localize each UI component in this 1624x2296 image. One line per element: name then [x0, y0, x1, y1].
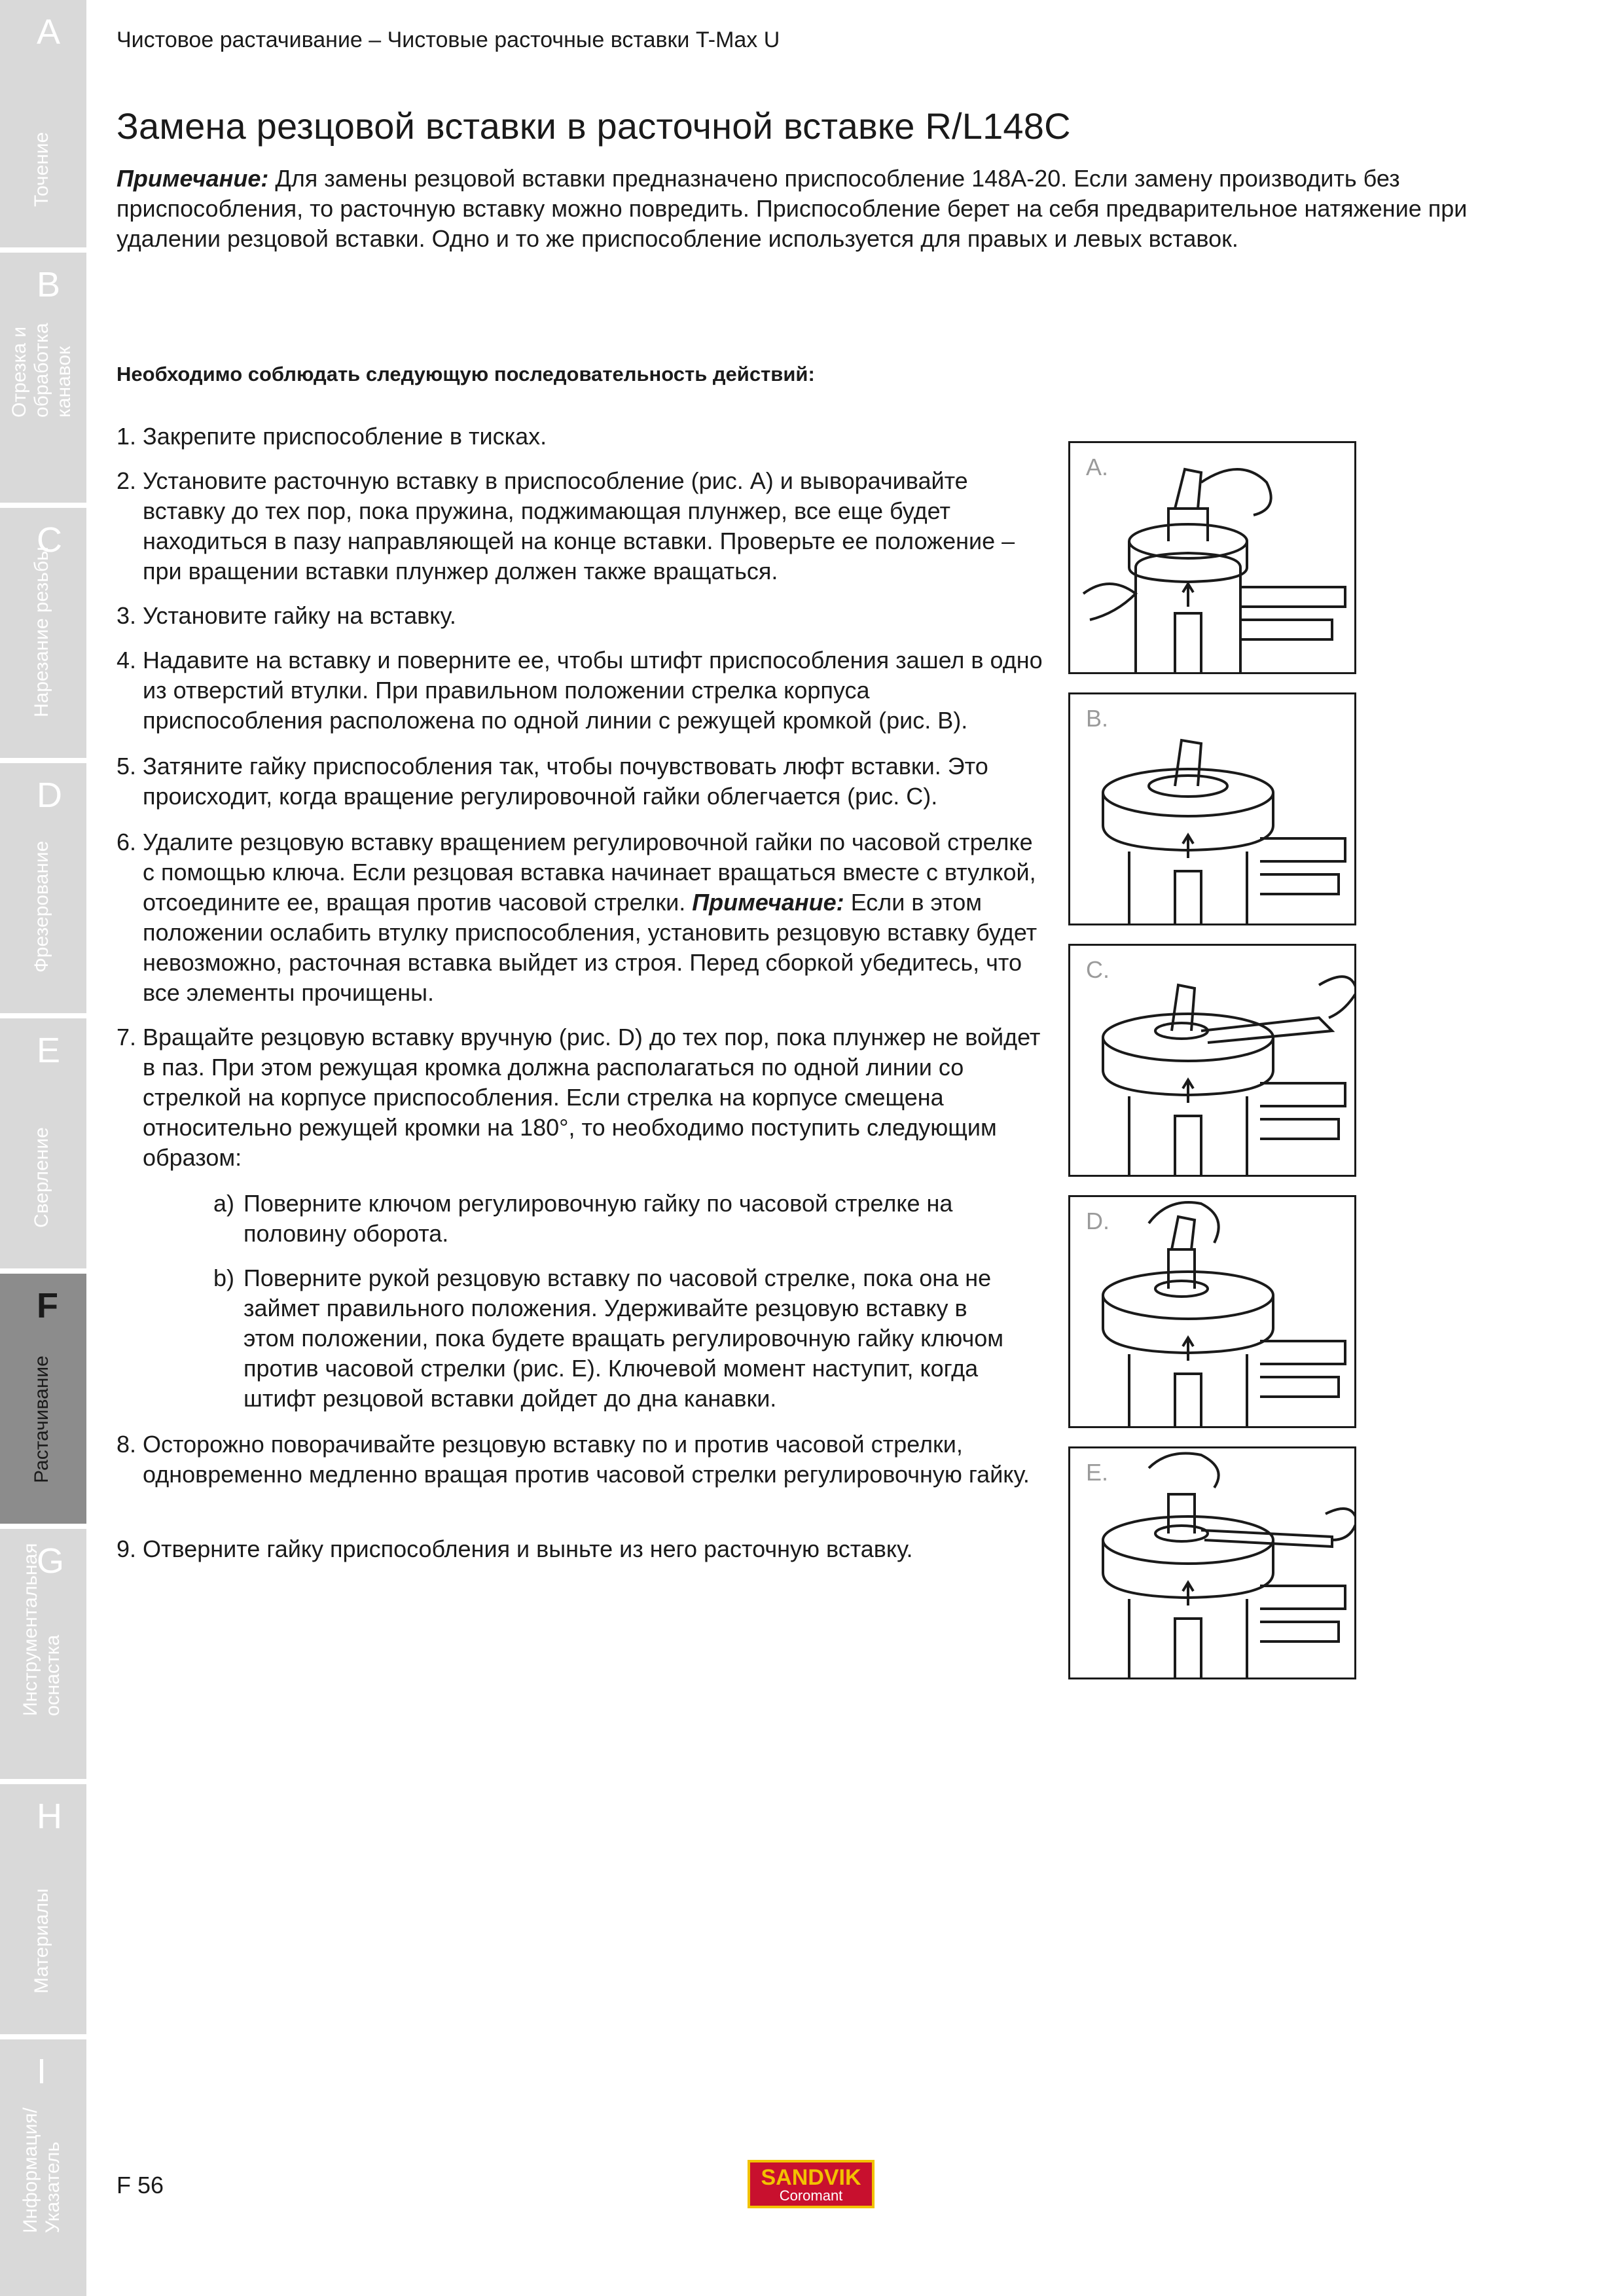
- sequence-heading: Необходимо соблюдать следующую последовательность действий:: [117, 363, 815, 386]
- sidebar-tab-i[interactable]: [0, 2039, 86, 2296]
- list-item: [117, 645, 1046, 736]
- logo-sub-brand: Coromant: [779, 2187, 843, 2204]
- substep-text: Поверните рукой резцовую вставку по часовой стрелке, пока она не займет правильного положения. Удерживайте резцовую вставку в этом положении, пока будете вращать регулировочную гайку ключом против часовой стрелки (рис. E). Ключевой момент наступит, когда штифт резцовой вставки дойдет до дна канавки.: [244, 1265, 1003, 1412]
- step-text-main: Удалите резцовую вставку вращением регулировочной гайки по часовой стрелке с помощью ключа. Если резцовая вставка начинает вращаться вместе с втулкой, отсоедините ее, вращая против часовой стрелки.: [143, 829, 1036, 916]
- figure-d: [1068, 1195, 1356, 1428]
- step-text: Осторожно поворачивайте резцовую вставку по и против часовой стрелки, одновременно медленно вращая против часовой стрелки регулировочную гайку.: [143, 1431, 1030, 1488]
- figure-label: B.: [1086, 705, 1109, 732]
- figure-label: C.: [1086, 956, 1110, 983]
- step-text: Установите гайку на вставку.: [143, 602, 456, 629]
- list-item: [117, 1429, 1046, 1490]
- figure-e-illustration: [1070, 1448, 1356, 1679]
- figure-label: A.: [1086, 454, 1109, 480]
- step-number: 4.: [117, 647, 137, 673]
- figure-b: [1068, 692, 1356, 925]
- list-item: [117, 827, 1046, 1008]
- sidebar-tab-g[interactable]: [0, 1529, 86, 1779]
- step-number: 9.: [117, 1535, 137, 1562]
- list-item: [117, 422, 1046, 452]
- step-text: Закрепите приспособление в тисках.: [143, 423, 547, 450]
- step-number: 2.: [117, 467, 137, 494]
- substep-marker: b): [213, 1265, 235, 1291]
- sandvik-coromant-logo: [748, 2160, 875, 2208]
- step-text: Надавите на вставку и поверните ее, чтобы штифт приспособления зашел в одно из отверстий втулки. При правильном положении стрелка корпуса приспособления расположена по одной линии с режущей кромкой (рис. B).: [143, 647, 1043, 734]
- logo-brand: SANDVIK: [761, 2165, 861, 2190]
- sidebar-tab-label: Информация/ Указатель: [20, 2107, 63, 2233]
- step-number: 6.: [117, 829, 137, 855]
- figure-c: [1068, 944, 1356, 1177]
- step-number: 8.: [117, 1431, 137, 1458]
- sidebar-tab-label: Нарезание резьбы: [31, 547, 52, 717]
- sub-list-item: [213, 1189, 1019, 1249]
- step-text: [143, 827, 1046, 1008]
- sidebar-tab-b[interactable]: [0, 253, 86, 503]
- list-item: [117, 466, 1046, 586]
- figure-label: E.: [1086, 1459, 1109, 1486]
- figure-b-illustration: [1070, 694, 1356, 925]
- step-text: Отверните гайку приспособления и выньте из него расточную вставку.: [143, 1535, 913, 1562]
- figure-e: [1068, 1446, 1356, 1679]
- page-title: Замена резцовой вставки в расточной вставке R/L148C: [117, 105, 1071, 147]
- sidebar-tab-a[interactable]: [0, 0, 86, 247]
- intro-note: [117, 164, 1511, 254]
- sidebar-tab-c[interactable]: [0, 508, 86, 758]
- figure-d-illustration: [1070, 1197, 1356, 1428]
- sidebar-tab-letter: H: [37, 1797, 62, 1836]
- sidebar-tab-letter: D: [37, 776, 62, 815]
- step-text: Вращайте резцовую вставку вручную (рис. D) до тех пор, пока плунжер не войдет в паз. При этом режущая кромка должна располагаться по одной линии со стрелкой на корпусе приспособления. Если стрелка на корпусе смещена относительно режущей кромки на 180°, то необходимо поступить следующим образом:: [143, 1024, 1041, 1171]
- sidebar-tab-label: Инструментальная оснастка: [20, 1543, 63, 1716]
- substep-text: Поверните ключом регулировочную гайку по часовой стрелке на половину оборота.: [244, 1190, 953, 1247]
- sidebar-tab-e[interactable]: [0, 1018, 86, 1268]
- step-note-text: Если в этом положении ослабить втулку приспособления, установить резцовую вставку будет невозможно, расточная вставка выйдет из строя. Перед сборкой убедитесь, что все элементы прочищены.: [143, 889, 1038, 1006]
- figure-a: [1068, 441, 1356, 674]
- sidebar-tab-letter: F: [37, 1286, 58, 1325]
- sidebar-tab-label: Отрезка и обработка канавок: [9, 323, 75, 418]
- sub-list-item: [213, 1263, 1019, 1414]
- sidebar-tab-letter: A: [37, 12, 61, 52]
- running-header: Чистовое растачивание – Чистовые расточные вставки T-Max U: [117, 27, 780, 52]
- note-text: Для замены резцовой вставки предназначено приспособление 148A-20. Если замену производить без приспособления, то расточную вставку можно повредить. Приспособление берет на себя предварительное натяжение при удалении резцовой вставки. Одно и то же приспособление используется для правых и левых вставок.: [117, 165, 1468, 252]
- sidebar-tab-label: Фрезерование: [31, 840, 52, 973]
- page-number: F 56: [117, 2172, 164, 2198]
- list-item: [117, 751, 1046, 812]
- step-text: Установите расточную вставку в приспособление (рис. A) и выворачивайте вставку до тех пор, пока пружина, поджимающая плунжер, все еще будет находиться в пазу направляющей на конце вставки. Проверьте ее положение – при вращении вставки плунжер должен также вращаться.: [143, 467, 1015, 584]
- list-item: [117, 601, 1046, 631]
- step-text: Затяните гайку приспособления так, чтобы почувствовать люфт вставки. Это происходит, когда вращение регулировочной гайки облегчается (рис. C).: [143, 753, 988, 810]
- note-label: Примечание:: [117, 165, 269, 192]
- sidebar-tab-letter: E: [37, 1031, 61, 1070]
- sidebar-tab-label: Растачивание: [31, 1355, 52, 1483]
- sidebar-tab-letter: C: [37, 520, 62, 560]
- sidebar-tab-label: Сверление: [31, 1127, 52, 1228]
- sidebar-tab-label: Материалы: [31, 1888, 52, 1994]
- figure-a-illustration: [1070, 443, 1356, 674]
- step-number: 3.: [117, 602, 137, 629]
- sidebar-tab-letter: B: [37, 265, 61, 304]
- figure-label: D.: [1086, 1208, 1110, 1234]
- list-item: [117, 1534, 1046, 1564]
- figure-c-illustration: [1070, 946, 1356, 1177]
- sidebar-tab-d[interactable]: [0, 763, 86, 1013]
- sidebar-tab-f[interactable]: [0, 1274, 86, 1524]
- sidebar-tab-letter: I: [37, 2052, 47, 2091]
- section-index-sidebar: [0, 0, 86, 2296]
- step-number: 7.: [117, 1024, 137, 1050]
- step-note-label: Примечание:: [692, 889, 844, 916]
- step-number: 1.: [117, 423, 137, 450]
- sidebar-tab-label: Точение: [31, 132, 52, 207]
- step-number: 5.: [117, 753, 137, 780]
- sidebar-tab-letter: G: [37, 1541, 65, 1581]
- substep-marker: a): [213, 1190, 235, 1217]
- sidebar-tab-h[interactable]: [0, 1784, 86, 2034]
- list-item: [117, 1022, 1046, 1173]
